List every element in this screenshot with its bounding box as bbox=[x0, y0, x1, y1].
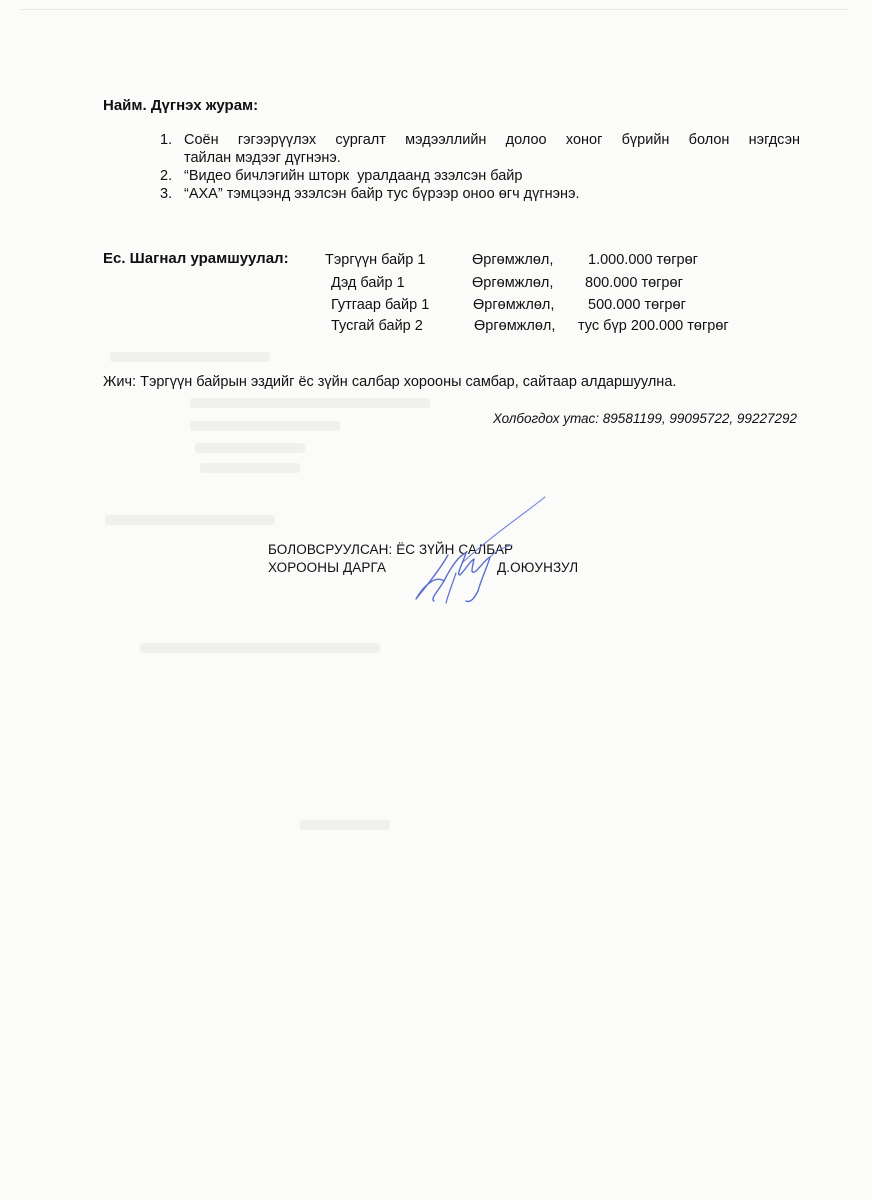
awards-heading: Ес. Шагнал урамшуулал: bbox=[103, 250, 289, 267]
bleed-through-mark bbox=[195, 443, 305, 453]
award-prize: Өргөмжлөл, bbox=[472, 252, 554, 268]
evaluation-heading: Найм. Дүгнэх журам: bbox=[103, 97, 259, 114]
award-prize: Өргөмжлөл, bbox=[472, 275, 554, 291]
list-item-text: “Видео бичлэгийн шторк уралдаанд эзэлсэн байр bbox=[184, 168, 523, 184]
bleed-through-mark bbox=[200, 463, 300, 473]
evaluation-list bbox=[160, 131, 800, 203]
award-amount: 500.000 төгрөг bbox=[588, 297, 686, 313]
award-amount: тус бүр 200.000 төгрөг bbox=[578, 318, 729, 334]
list-item-text: Соён гэгээрүүлэх сургалт мэдээллийн долоо хоног бүрийн болон нэгдсэн bbox=[184, 132, 800, 148]
award-place: Дэд байр 1 bbox=[331, 275, 405, 291]
award-prize: Өргөмжлөл, bbox=[473, 297, 555, 313]
award-place: Тэргүүн байр 1 bbox=[325, 252, 426, 268]
list-item bbox=[160, 131, 800, 167]
award-place: Гутгаар байр 1 bbox=[331, 297, 430, 313]
bleed-through-mark bbox=[110, 352, 270, 362]
bleed-through-mark bbox=[300, 820, 390, 830]
award-amount: 800.000 төгрөг bbox=[585, 275, 683, 291]
list-item-text: “АХА” тэмцээнд эзэлсэн байр тус бүрээр оноо өгч дүгнэнэ. bbox=[184, 186, 580, 202]
list-item bbox=[160, 167, 800, 185]
page-top-edge bbox=[20, 9, 848, 10]
signature bbox=[400, 495, 550, 610]
contact-phones: Холбогдох утас: 89581199, 99095722, 99227292 bbox=[492, 411, 797, 426]
note: Жич: Тэргүүн байрын эздийг ёс зүйн салбар хорооны самбар, сайтаар алдаршуулна. bbox=[103, 374, 677, 390]
list-item-number: 3. bbox=[160, 186, 173, 202]
list-item-number: 1. bbox=[160, 132, 173, 148]
list-item bbox=[160, 185, 800, 203]
list-item-text-continued: тайлан мэдээг дүгнэнэ. bbox=[184, 150, 341, 166]
award-prize: Өргөмжлөл, bbox=[474, 318, 556, 334]
bleed-through-mark bbox=[140, 643, 380, 653]
bleed-through-mark bbox=[190, 421, 340, 431]
award-amount: 1.000.000 төгрөг bbox=[588, 252, 698, 268]
signoff-name: Д.ОЮУНЗУЛ bbox=[497, 560, 579, 575]
bleed-through-mark bbox=[105, 515, 275, 525]
bleed-through-mark bbox=[190, 398, 430, 408]
list-item-number: 2. bbox=[160, 168, 173, 184]
award-place: Тусгай байр 2 bbox=[331, 318, 423, 334]
signoff-prepared-by: БОЛОВСРУУЛСАН: ЁС ЗҮЙН САЛБАР bbox=[268, 542, 514, 557]
signoff-title: ХОРООНЫ ДАРГА bbox=[268, 560, 387, 575]
